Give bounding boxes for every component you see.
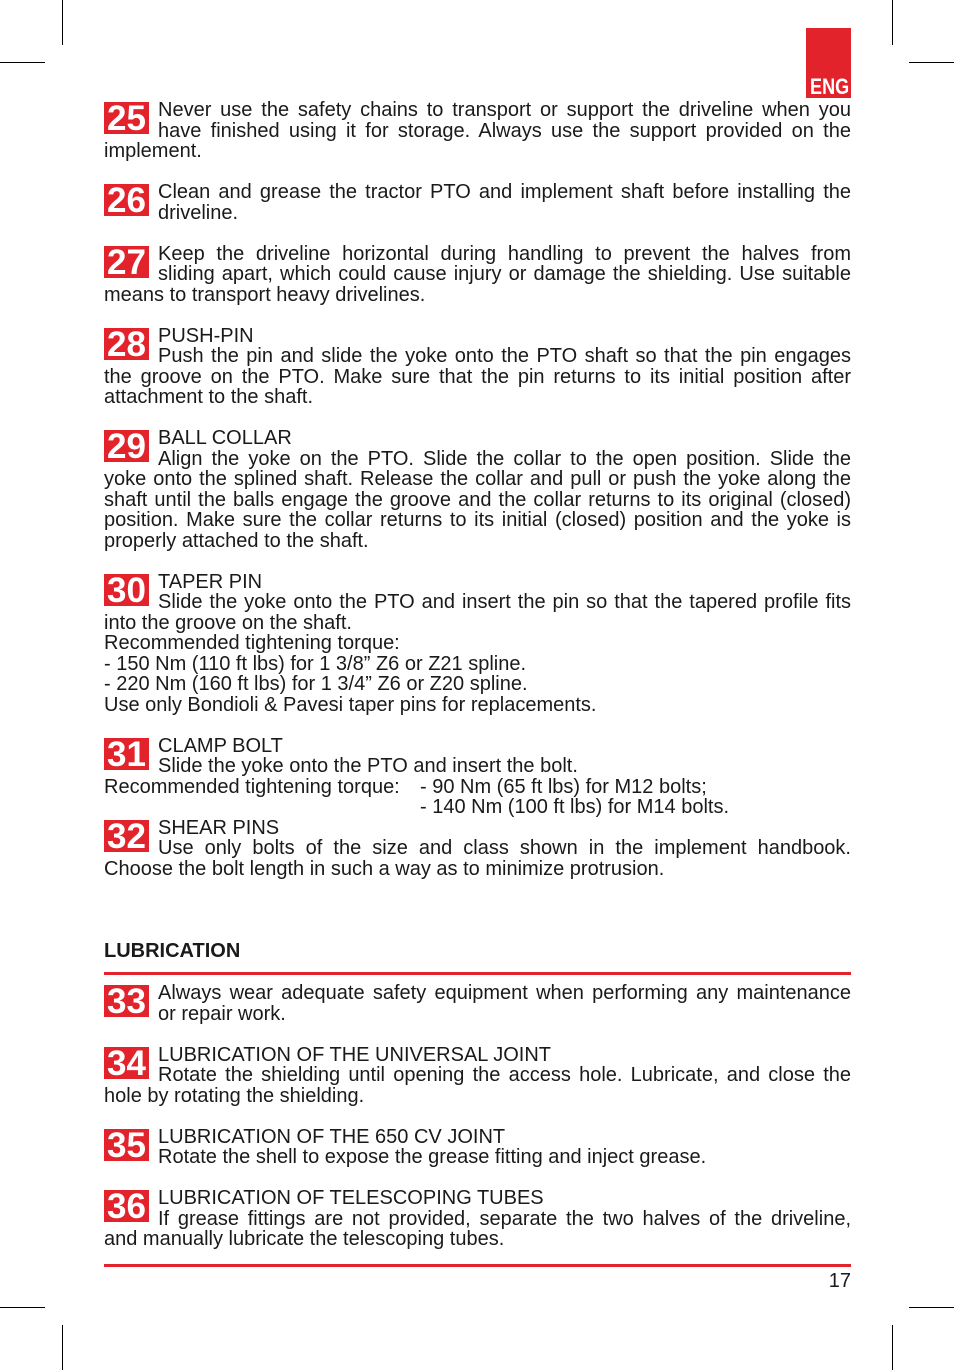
instruction-text-line: Align the yoke on the PTO. Slide the collar to the open position. Slide the xyxy=(158,447,851,470)
instruction-item xyxy=(104,1127,851,1168)
instruction-text-line: properly attached to the shaft. xyxy=(104,529,369,552)
torque-row xyxy=(104,777,851,798)
instruction-item xyxy=(104,182,851,223)
instruction-title: SHEAR PINS xyxy=(158,816,280,839)
instruction-text-line: shaft until the balls engage the groove and the collar returns to its original (closed) xyxy=(104,488,851,511)
crop-mark xyxy=(892,0,893,45)
instruction-text-line: Clean and grease the tractor PTO and implement shaft before installing the xyxy=(158,181,851,203)
instruction-text-line: Slide the yoke onto the PTO and insert the bolt. xyxy=(158,755,578,777)
crop-mark xyxy=(62,1325,63,1370)
page-number: 17 xyxy=(828,1270,851,1292)
section-divider xyxy=(104,972,851,975)
instruction-text-line: sliding apart, which could cause injury or damage the shielding. Use suitable xyxy=(158,263,851,285)
lubrication-section xyxy=(104,941,851,1270)
crop-mark xyxy=(892,1325,893,1370)
instruction-text-line: Rotate the shielding until opening the access hole. Lubricate, and close the xyxy=(158,1064,851,1086)
instruction-title: TAPER PIN xyxy=(158,570,263,593)
crop-mark xyxy=(909,1307,954,1308)
instruction-item xyxy=(104,572,851,716)
instruction-item xyxy=(104,326,851,408)
instruction-item xyxy=(104,736,851,818)
instruction-note: Use only Bondioli & Pavesi taper pins for replacements. xyxy=(104,693,597,716)
instruction-item xyxy=(104,244,851,306)
instruction-item xyxy=(104,818,851,880)
instruction-text-line: Choose the bolt length in such a way as to minimize protrusion. xyxy=(104,857,665,880)
instruction-title: LUBRICATION OF THE UNIVERSAL JOINT xyxy=(158,1043,552,1066)
instruction-text-line: Always wear adequate safety equipment when performing any maintenance xyxy=(158,982,851,1004)
instruction-text-line: have finished using it for storage. Always use the support provided on the xyxy=(158,119,851,142)
language-tab-label: ENG xyxy=(810,74,850,99)
torque-value: - 150 Nm (110 ft lbs) for 1 3/8” Z6 or Z21 spline. xyxy=(104,652,527,675)
torque-label: Recommended tightening torque: xyxy=(104,775,400,798)
step-number-badge: 27 xyxy=(104,246,149,278)
section-heading: LUBRICATION xyxy=(104,940,241,962)
instruction-text-line: the groove on the PTO. Make sure that the pin returns to its initial position after xyxy=(104,365,851,388)
instruction-text-line: If grease fittings are not provided, separate the two halves of the driveline, xyxy=(158,1207,851,1230)
torque-value: - 220 Nm (160 ft lbs) for 1 3/4” Z6 or Z20 spline. xyxy=(104,673,528,695)
crop-mark xyxy=(62,0,63,45)
torque-value: - 140 Nm (100 ft lbs) for M14 bolts. xyxy=(420,796,730,818)
language-tab xyxy=(806,28,851,98)
step-number-badge: 29 xyxy=(104,430,149,462)
torque-value: - 90 Nm (65 ft lbs) for M12 bolts; xyxy=(420,775,707,798)
step-number-badge: 28 xyxy=(104,328,149,360)
step-number-badge: 31 xyxy=(104,738,149,770)
instruction-text-line: position. Make sure the collar returns to its initial (closed) position and the yoke is xyxy=(104,509,851,531)
safety-instructions xyxy=(104,100,851,900)
instruction-title: PUSH-PIN xyxy=(158,324,254,347)
instruction-text-line: and manually lubricate the telescoping tubes. xyxy=(104,1228,505,1250)
crop-mark xyxy=(0,62,45,63)
instruction-title: CLAMP BOLT xyxy=(158,734,283,757)
instruction-text-line: yoke onto the splined shaft. Release the collar and pull or push the yoke along the xyxy=(104,468,851,490)
instruction-text-line: or repair work. xyxy=(158,1002,286,1025)
instruction-item xyxy=(104,1045,851,1107)
instruction-text-line: Rotate the shell to expose the grease fitting and inject grease. xyxy=(158,1146,707,1168)
instruction-title: LUBRICATION OF TELESCOPING TUBES xyxy=(158,1187,544,1209)
instruction-text-line: Use only bolts of the size and class shown in the implement handbook. xyxy=(158,837,851,859)
instruction-text-line: implement. xyxy=(104,140,202,162)
instruction-text-line: into the groove on the shaft. xyxy=(104,611,352,634)
instruction-text-line: Push the pin and slide the yoke onto the PTO shaft so that the pin engages xyxy=(158,345,851,367)
step-number-badge: 34 xyxy=(104,1047,149,1079)
instruction-title: LUBRICATION OF THE 650 CV JOINT xyxy=(158,1125,506,1148)
footer-divider xyxy=(104,1264,851,1267)
torque-label: Recommended tightening torque: xyxy=(104,632,400,654)
instruction-item xyxy=(104,100,851,162)
step-number-badge: 30 xyxy=(104,574,149,606)
instruction-text-line: Slide the yoke onto the PTO and insert the pin so that the tapered profile fits xyxy=(158,591,851,613)
crop-mark xyxy=(0,1307,45,1308)
step-number-badge: 32 xyxy=(104,820,149,852)
instruction-item xyxy=(104,1188,851,1250)
instruction-text-line: Keep the driveline horizontal during handling to prevent the halves from xyxy=(158,242,851,265)
instruction-text-line: Never use the safety chains to transport or support the driveline when you xyxy=(158,99,851,121)
instruction-item xyxy=(104,983,851,1024)
instruction-text-line: hole by rotating the shielding. xyxy=(104,1084,365,1107)
crop-mark xyxy=(909,62,954,63)
step-number-badge: 35 xyxy=(104,1129,149,1161)
step-number-badge: 25 xyxy=(104,102,149,134)
step-number-badge: 33 xyxy=(104,985,149,1017)
instruction-text-line: attachment to the shaft. xyxy=(104,386,314,408)
instruction-title: BALL COLLAR xyxy=(158,427,292,449)
instruction-item xyxy=(104,428,851,551)
instruction-text-line: means to transport heavy drivelines. xyxy=(104,283,426,306)
instruction-text-line: driveline. xyxy=(158,201,239,224)
step-number-badge: 36 xyxy=(104,1190,149,1222)
step-number-badge: 26 xyxy=(104,184,149,216)
